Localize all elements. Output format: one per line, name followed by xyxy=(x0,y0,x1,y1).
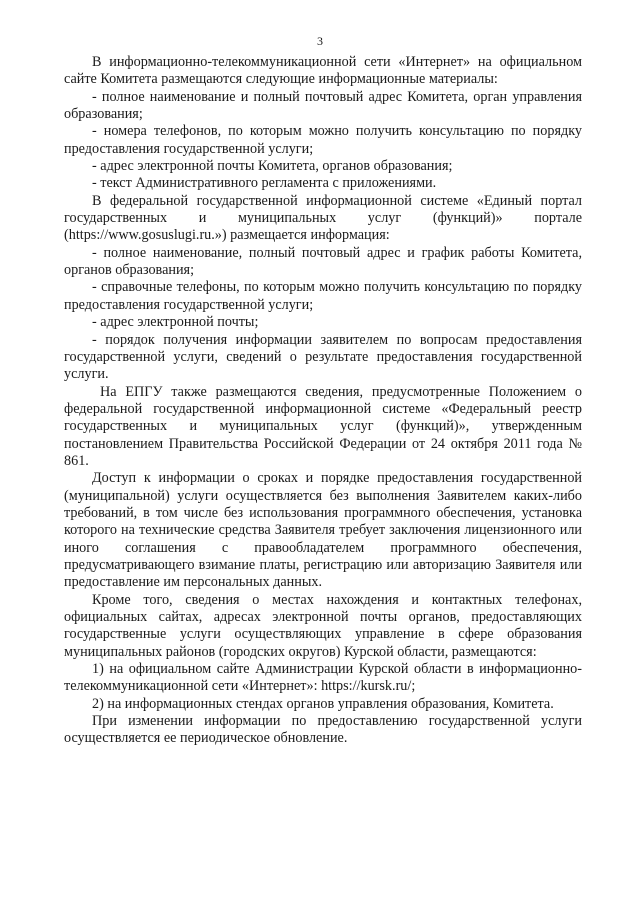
paragraph: В информационно-телекоммуникационной сети «Интернет» на официальном сайте Комитета размещаются следующие информационные материалы: xyxy=(64,54,582,88)
paragraph: 2) на информационных стендах органов управления образования, Комитета. xyxy=(92,695,554,712)
paragraph: Доступ к информации о сроках и порядке предоставления государственной (муниципальной) услуги осуществляется без выполнения Заявителем каких-либо требований, в том числе без использования программного обеспечения, установка которого на технические средства Заявителя требует заключения лицензионного или иного соглашения с правообладателем программного обеспечения, предусматривающего взимание платы, регистрацию или авторизацию Заявителя или предоставление им персональных данных. xyxy=(64,470,582,591)
paragraph: 1) на официальном сайте Администрации Курской области в информационно-телекоммуникационной сети «Интернет»: https://kursk.ru/; xyxy=(64,661,582,695)
paragraph: При изменении информации по предоставлению государственной услуги осуществляется ее периодическое обновление. xyxy=(64,713,582,747)
paragraph: - адрес электронной почты Комитета, органов образования; xyxy=(92,158,453,175)
paragraph: - номера телефонов, по которым можно получить консультацию по порядку предоставления государственной услуги; xyxy=(64,123,582,157)
paragraph: Кроме того, сведения о местах нахождения и контактных телефонах, официальных сайтах, адресах электронной почты органов, предоставляющих государственные услуги осуществляющих управление в сфере образования муниципальных районов (городских округов) Курской области, размещаются: xyxy=(64,591,582,660)
paragraph: На ЕПГУ также размещаются сведения, предусмотренные Положением о федеральной государственной информационной системе «Федеральный реестр государственных и муниципальных услуг (функций)», утвержденным постановлением Правительства Российской Федерации от 24 октября 2011 года № 861. xyxy=(64,383,582,469)
paragraph: - полное наименование, полный почтовый адрес и график работы Комитета, органов образования; xyxy=(64,244,582,279)
paragraph: - адрес электронной почты; xyxy=(92,314,259,331)
paragraph: В федеральной государственной информационной системе «Единый портал государственных и муниципальных услуг (функций)» портале (https://www.gosuslugi.ru.») размещается информация: xyxy=(64,192,582,244)
paragraph: - порядок получения информации заявителем по вопросам предоставления государственной услуги, сведений о результате предоставления государственной услуги. xyxy=(64,331,582,383)
paragraph: - текст Административного регламента с приложениями. xyxy=(92,175,437,192)
page-number: 3 xyxy=(317,34,323,48)
paragraph: - справочные телефоны, по которым можно получить консультацию по порядку предоставления государственной услуги; xyxy=(64,279,582,313)
paragraph: - полное наименование и полный почтовый адрес Комитета, орган управления образования; xyxy=(64,88,582,123)
page-content xyxy=(64,54,582,748)
